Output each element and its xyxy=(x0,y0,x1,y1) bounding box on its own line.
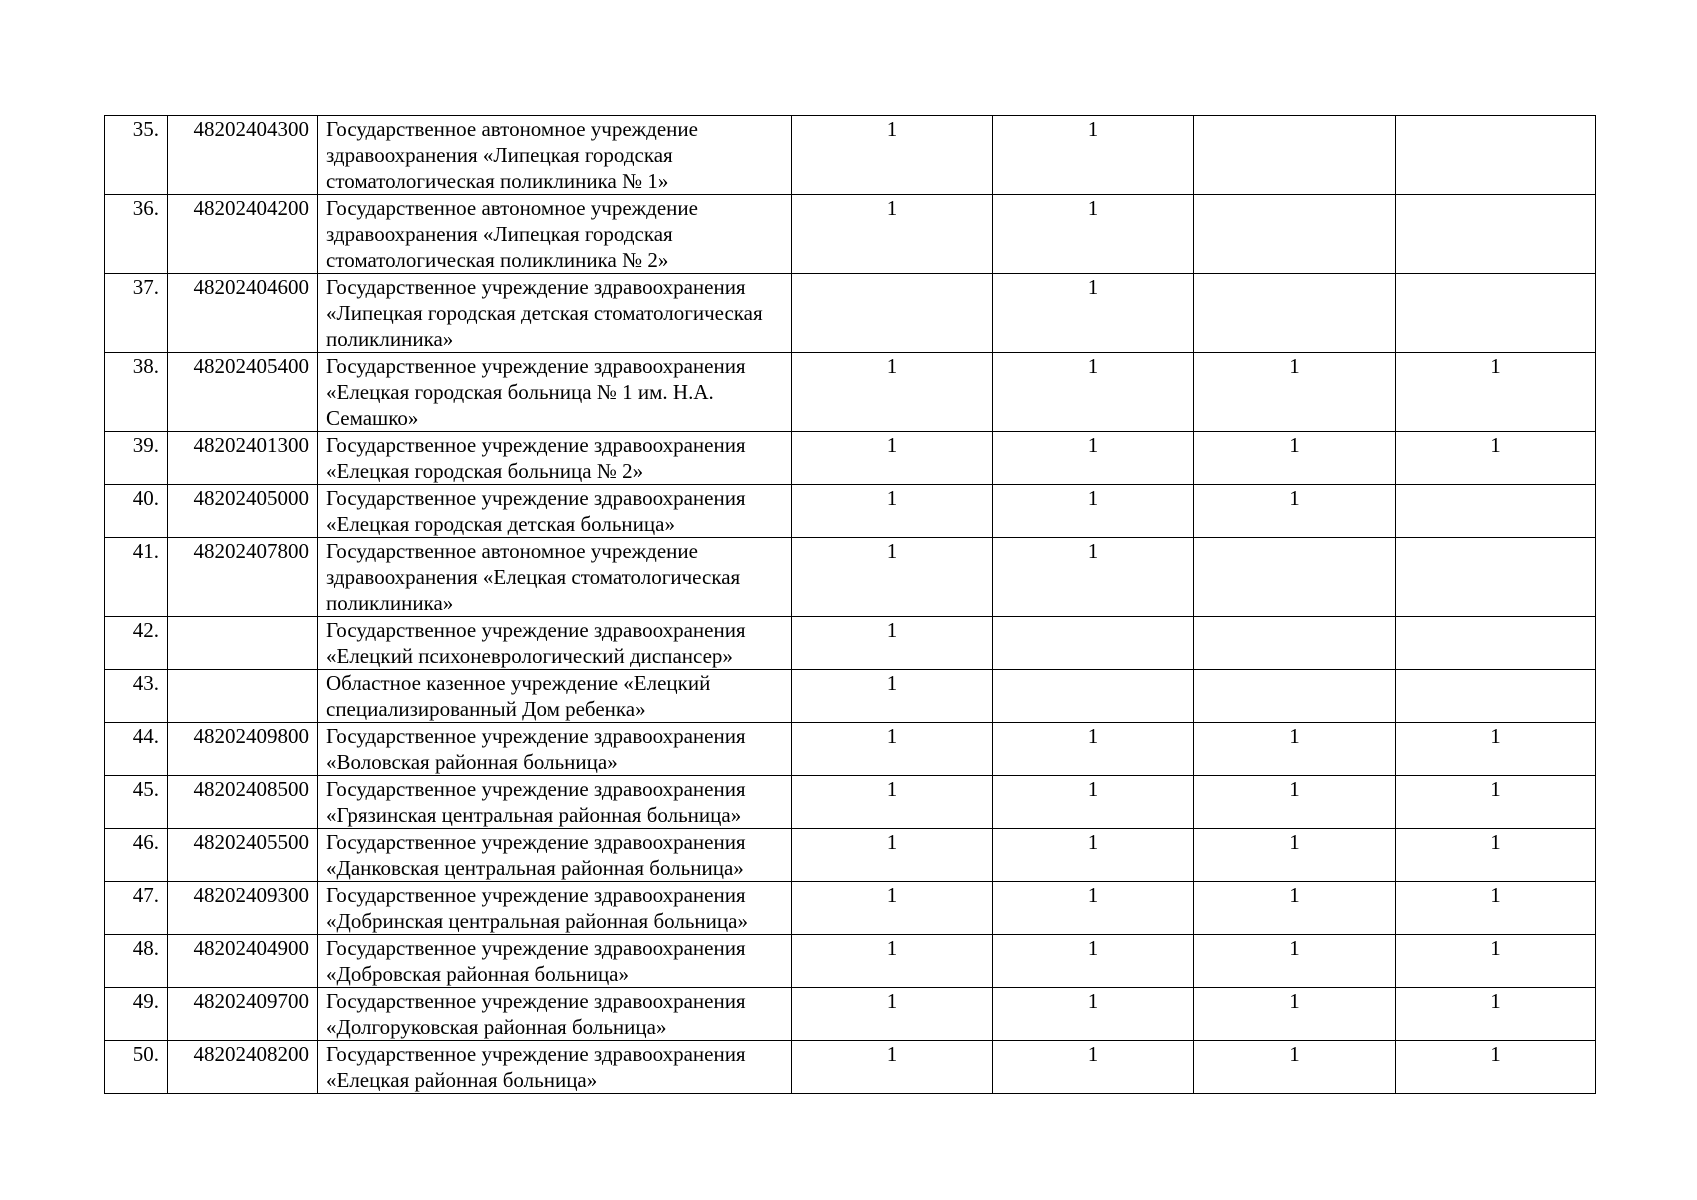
institution-code: 48202405400 xyxy=(168,353,318,432)
institution-code: 48202404900 xyxy=(168,935,318,988)
institution-name: Государственное учреждение здравоохранения «Елецкая городская больница № 1 им. Н.А. Семашко» xyxy=(318,353,792,432)
column-1-value: 1 xyxy=(792,935,993,988)
column-4-value: 1 xyxy=(1396,1041,1596,1094)
column-1-value xyxy=(792,274,993,353)
institution-code: 48202405000 xyxy=(168,485,318,538)
column-2-value xyxy=(993,670,1194,723)
row-number: 45. xyxy=(105,776,168,829)
table-body xyxy=(105,116,1596,1094)
table-row xyxy=(105,195,1596,274)
column-3-value xyxy=(1194,670,1396,723)
institution-code: 48202405500 xyxy=(168,829,318,882)
column-3-value xyxy=(1194,617,1396,670)
row-number: 43. xyxy=(105,670,168,723)
row-number: 47. xyxy=(105,882,168,935)
column-1-value: 1 xyxy=(792,670,993,723)
column-2-value: 1 xyxy=(993,829,1194,882)
column-4-value: 1 xyxy=(1396,829,1596,882)
institution-code: 48202404200 xyxy=(168,195,318,274)
institution-code: 48202401300 xyxy=(168,432,318,485)
institution-name: Государственное автономное учреждение здравоохранения «Липецкая городская стоматологическая поликлиника № 1» xyxy=(318,116,792,195)
table-row xyxy=(105,617,1596,670)
column-3-value: 1 xyxy=(1194,432,1396,485)
institution-code: 48202409700 xyxy=(168,988,318,1041)
institution-code: 48202404300 xyxy=(168,116,318,195)
row-number: 37. xyxy=(105,274,168,353)
column-3-value: 1 xyxy=(1194,485,1396,538)
institutions-table xyxy=(104,115,1596,1094)
column-4-value xyxy=(1396,195,1596,274)
column-2-value: 1 xyxy=(993,776,1194,829)
column-4-value: 1 xyxy=(1396,988,1596,1041)
column-2-value: 1 xyxy=(993,538,1194,617)
row-number: 46. xyxy=(105,829,168,882)
column-3-value: 1 xyxy=(1194,723,1396,776)
institution-name: Государственное учреждение здравоохранения «Добринская центральная районная больница» xyxy=(318,882,792,935)
row-number: 50. xyxy=(105,1041,168,1094)
row-number: 49. xyxy=(105,988,168,1041)
column-2-value: 1 xyxy=(993,195,1194,274)
column-3-value xyxy=(1194,538,1396,617)
column-1-value: 1 xyxy=(792,1041,993,1094)
column-1-value: 1 xyxy=(792,353,993,432)
institution-name: Государственное автономное учреждение здравоохранения «Липецкая городская стоматологическая поликлиника № 2» xyxy=(318,195,792,274)
column-4-value: 1 xyxy=(1396,353,1596,432)
table-row xyxy=(105,882,1596,935)
column-3-value: 1 xyxy=(1194,882,1396,935)
table-row xyxy=(105,935,1596,988)
table-row xyxy=(105,829,1596,882)
column-3-value: 1 xyxy=(1194,353,1396,432)
institution-code: 48202407800 xyxy=(168,538,318,617)
institution-name: Государственное учреждение здравоохранения «Воловская районная больница» xyxy=(318,723,792,776)
institution-name: Государственное учреждение здравоохранения «Елецкая городская больница № 2» xyxy=(318,432,792,485)
column-4-value xyxy=(1396,274,1596,353)
column-3-value: 1 xyxy=(1194,829,1396,882)
column-4-value: 1 xyxy=(1396,723,1596,776)
table-row xyxy=(105,353,1596,432)
column-2-value: 1 xyxy=(993,353,1194,432)
row-number: 36. xyxy=(105,195,168,274)
column-4-value xyxy=(1396,617,1596,670)
row-number: 44. xyxy=(105,723,168,776)
column-4-value xyxy=(1396,538,1596,617)
institution-name: Государственное учреждение здравоохранения «Елецкая районная больница» xyxy=(318,1041,792,1094)
column-1-value: 1 xyxy=(792,776,993,829)
institution-name: Государственное учреждение здравоохранения «Долгоруковская районная больница» xyxy=(318,988,792,1041)
institution-code: 48202408500 xyxy=(168,776,318,829)
table-row xyxy=(105,1041,1596,1094)
column-1-value: 1 xyxy=(792,988,993,1041)
table-row xyxy=(105,988,1596,1041)
column-4-value: 1 xyxy=(1396,882,1596,935)
column-3-value: 1 xyxy=(1194,1041,1396,1094)
column-1-value: 1 xyxy=(792,432,993,485)
institution-name: Государственное учреждение здравоохранения «Грязинская центральная районная больница» xyxy=(318,776,792,829)
column-3-value xyxy=(1194,274,1396,353)
column-4-value xyxy=(1396,116,1596,195)
column-1-value: 1 xyxy=(792,538,993,617)
row-number: 35. xyxy=(105,116,168,195)
row-number: 48. xyxy=(105,935,168,988)
column-1-value: 1 xyxy=(792,723,993,776)
institution-name: Государственное учреждение здравоохранения «Липецкая городская детская стоматологическая поликлиника» xyxy=(318,274,792,353)
institution-name: Государственное учреждение здравоохранения «Добровская районная больница» xyxy=(318,935,792,988)
institution-code: 48202409300 xyxy=(168,882,318,935)
institution-code: 48202408200 xyxy=(168,1041,318,1094)
column-3-value: 1 xyxy=(1194,776,1396,829)
table-row xyxy=(105,485,1596,538)
institution-code xyxy=(168,617,318,670)
institution-name: Государственное учреждение здравоохранения «Елецкая городская детская больница» xyxy=(318,485,792,538)
institution-name: Государственное автономное учреждение здравоохранения «Елецкая стоматологическая поликлиника» xyxy=(318,538,792,617)
institution-name: Государственное учреждение здравоохранения «Данковская центральная районная больница» xyxy=(318,829,792,882)
row-number: 40. xyxy=(105,485,168,538)
table-row xyxy=(105,538,1596,617)
column-4-value xyxy=(1396,485,1596,538)
table-row xyxy=(105,723,1596,776)
column-3-value: 1 xyxy=(1194,988,1396,1041)
column-2-value: 1 xyxy=(993,116,1194,195)
table-row xyxy=(105,274,1596,353)
column-2-value: 1 xyxy=(993,723,1194,776)
row-number: 39. xyxy=(105,432,168,485)
row-number: 41. xyxy=(105,538,168,617)
column-2-value xyxy=(993,617,1194,670)
column-1-value: 1 xyxy=(792,116,993,195)
institution-code xyxy=(168,670,318,723)
column-2-value: 1 xyxy=(993,274,1194,353)
column-1-value: 1 xyxy=(792,829,993,882)
institution-name: Государственное учреждение здравоохранения «Елецкий психоневрологический диспансер» xyxy=(318,617,792,670)
column-3-value xyxy=(1194,116,1396,195)
institution-code: 48202409800 xyxy=(168,723,318,776)
column-2-value: 1 xyxy=(993,485,1194,538)
column-1-value: 1 xyxy=(792,882,993,935)
column-4-value: 1 xyxy=(1396,776,1596,829)
column-4-value xyxy=(1396,670,1596,723)
column-1-value: 1 xyxy=(792,485,993,538)
column-1-value: 1 xyxy=(792,617,993,670)
table-row xyxy=(105,116,1596,195)
table-row xyxy=(105,432,1596,485)
institution-code: 48202404600 xyxy=(168,274,318,353)
column-2-value: 1 xyxy=(993,432,1194,485)
column-2-value: 1 xyxy=(993,1041,1194,1094)
column-1-value: 1 xyxy=(792,195,993,274)
row-number: 38. xyxy=(105,353,168,432)
column-4-value: 1 xyxy=(1396,432,1596,485)
column-2-value: 1 xyxy=(993,935,1194,988)
column-3-value: 1 xyxy=(1194,935,1396,988)
table-row xyxy=(105,776,1596,829)
column-4-value: 1 xyxy=(1396,935,1596,988)
institution-name: Областное казенное учреждение «Елецкий специализированный Дом ребенка» xyxy=(318,670,792,723)
column-2-value: 1 xyxy=(993,988,1194,1041)
row-number: 42. xyxy=(105,617,168,670)
column-2-value: 1 xyxy=(993,882,1194,935)
table-row xyxy=(105,670,1596,723)
column-3-value xyxy=(1194,195,1396,274)
